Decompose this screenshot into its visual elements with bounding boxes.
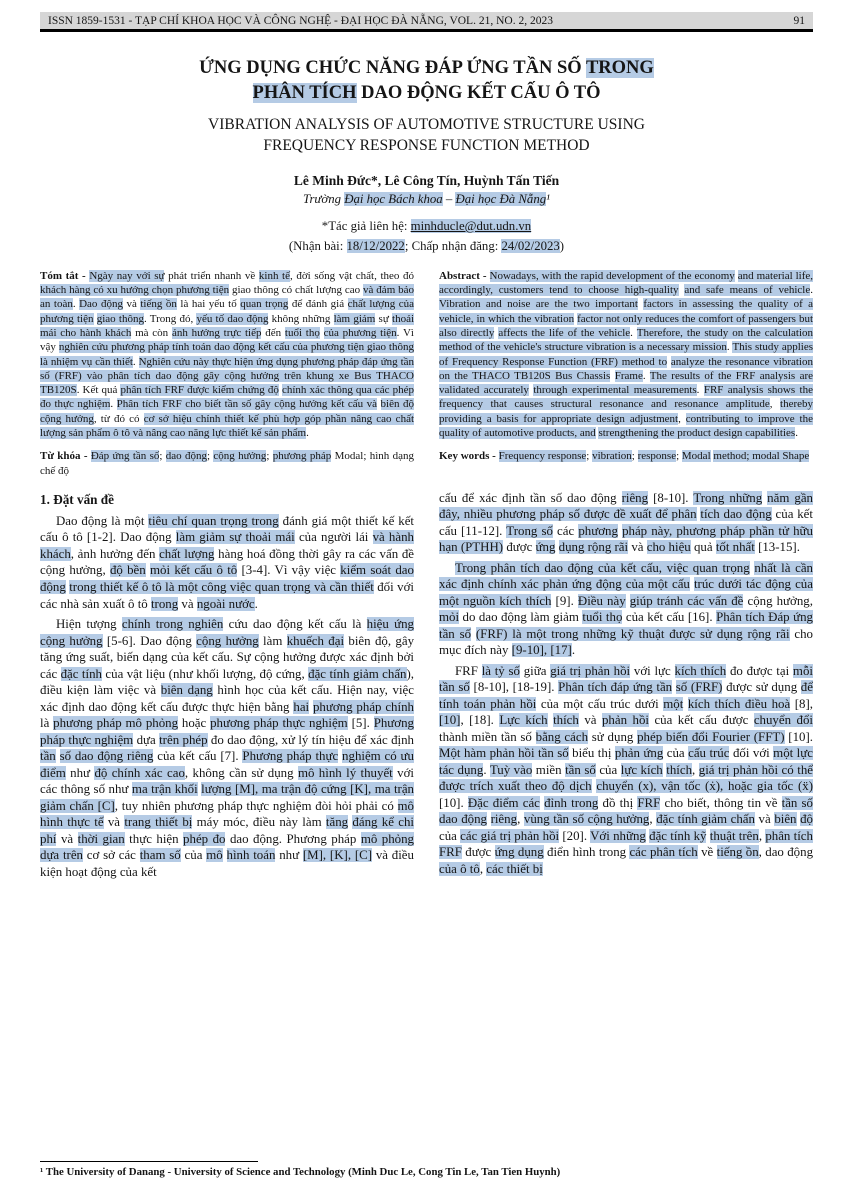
title-english-line-1: VIBRATION ANALYSIS OF AUTOMOTIVE STRUCTURE USING — [208, 115, 645, 133]
abstract-en-label: Abstract - — [439, 269, 487, 282]
right-column — [439, 269, 813, 881]
keywords-en-text: Frequency response; vibration; response; Modal method; modal Shape — [498, 450, 810, 463]
keywords-english — [439, 449, 813, 463]
abstract-english — [439, 269, 813, 441]
journal-issn-line: ISSN 1859-1531 - TẠP CHÍ KHOA HỌC VÀ CÔNG NGHỆ - ĐẠI HỌC ĐÀ NẴNG, VOL. 21, NO. 2, 2023 — [48, 15, 553, 27]
footnote — [40, 1161, 813, 1178]
title-vietnamese-line-1: ỨNG DỤNG CHỨC NĂNG ĐÁP ỨNG TẦN SỐ TRONG — [199, 58, 654, 78]
page-header — [40, 12, 813, 32]
title-english-line-2: FREQUENCY RESPONSE FUNCTION METHOD — [263, 136, 590, 154]
footnote-text: ¹ The University of Danang - University of Science and Technology (Minh Duc Le, Cong Tin Le, Tan Tien Huynh) — [40, 1166, 561, 1178]
keywords-vi-text: Đáp ứng tần số; dao động; cộng hưởng; phương pháp Modal; hình dạng chế độ — [40, 450, 414, 477]
abstract-vietnamese — [40, 269, 414, 441]
abstract-en-text: Nowadays, with the rapid development of the economy and material life, accordingly, customers tend to choose high-quality and safe means of vehicle. Vibration and noise are the two important factors in assessing the quality of a vehicle, in which the vibration factor not only reduces the comfort of passengers but also directly affects the life of the vehicle. Therefore, the study on the calculation method of the vehicle's structure vibration is a necessary mission. This study applies of Frequency Response Function (FRF) method to analyze the resonance vibration on the THACO TB120S Bus Chassis Frame. The results of the FRF analysis are validated accurately through experimental measurements. FRF analysis shows the frequency that causes structural resonance and resonance amplitude, thereby providing a basis for appropriate design adjustment, contributing to improve the quality of automotive products, and strengthening the product design capabilities. — [439, 269, 814, 440]
page-number: 91 — [793, 15, 805, 27]
paragraph: cấu để xác định tần số dao động riêng [8-10]. Trong những năm gần đây, nhiều phương pháp số được đề xuất để phân tích dao động của kết cấu [11-12]. Trong số các phương pháp này, phương pháp phần tử hữu hạn (PTHH) được ứng dụng rộng rãi và cho hiệu quả tốt nhất [13-15]. — [439, 490, 813, 555]
title-vietnamese — [40, 56, 813, 106]
section-1-heading: 1. Đặt vấn đề — [40, 491, 114, 507]
keywords-vietnamese — [40, 449, 414, 478]
keywords-en-label: Key words - — [439, 450, 496, 463]
left-column — [40, 269, 414, 881]
paragraph: Trong phân tích dao động của kết cấu, việc quan trọng nhất là cần xác định chính xác phản ứng động của một cấu trúc dưới tác động của một nguồn kích thích [9]. Điều này giúp tránh các vấn đề cộng hưởng, mỏi do dao động làm giảm tuổi thọ của kết cấu [16]. Phân tích Đáp ứng tần số (FRF) là một trong những kỹ thuật được sử dụng rộng rãi cho mục đích này [9-10], [17]. — [439, 560, 813, 658]
authors-line: Lê Minh Đức*, Lê Công Tín, Huỳnh Tấn Tiến — [293, 172, 560, 188]
dates-line: (Nhận bài: 18/12/2022; Chấp nhận đăng: 24/02/2023) — [288, 238, 565, 253]
contact-line — [40, 219, 813, 234]
affiliation-line: Trường Đại học Bách khoa – Đại học Đà Nẵng¹ — [303, 191, 550, 206]
paragraph: Dao động là một tiêu chí quan trọng trong đánh giá một thiết kế kết cấu ô tô [1-2]. Dao động làm giảm sự thoải mái của người lái và hành khách, ảnh hưởng đến chất lượng hàng hoá đồng thời gây ra các vấn đề cộng hưởng, độ bền mỏi kết cấu ô tô [3-4]. Vì vậy việc kiểm soát dao động trong thiết kế ô tô là một công việc quan trọng và cần thiết đối với các nhà sản xuất ô tô trong và ngoài nước. — [40, 513, 414, 611]
title-english — [40, 115, 813, 157]
paragraph: Hiện tượng chính trong nghiên cứu dao động kết cấu là hiệu ứng cộng hưởng [5-6]. Dao động cộng hưởng làm khuếch đại biên độ, gây tăng ứng suất, biến dạng của kết cấu. Sự cộng hưởng được xác định bởi các đặc tính của vật liệu (như khối lượng, độ cứng, đặc tính giảm chấn), điều kiện làm việc và biên dạng hình học của kết cấu. Hiện nay, việc xác định dao động kết cấu được thực hiện bằng hai phương pháp chính là phương pháp mô phỏng hoặc phương pháp thực nghiệm [5]. Phương pháp thực nghiệm dựa trên phép đo dao động, xử lý tín hiệu để xác định tần số dao động riêng của kết cấu [7]. Phương pháp thực nghiệm có ưu điểm như độ chính xác cao, không cần sử dụng mô hình lý thuyết với các thông số như ma trận khối lượng [M], ma trận độ cứng [K], ma trận giảm chấn [C], tuy nhiên phương pháp thực nghiệm đòi hỏi phải có mô hình thực tế và trang thiết bị máy móc, điều này làm tăng đáng kể chi phí và thời gian thực hiện phép đo dao động. Phương pháp mô phỏng dựa trên cơ sở các tham số của mô hình toán như [M], [K], [C] và điều kiện hoạt động của kết — [40, 617, 415, 879]
paragraph: FRF là tỷ số giữa giá trị phản hồi với lực kích thích đo được tại mỗi tần số [8-10], [18-19]. Phân tích đáp ứng tần số (FRF) được sử dụng để tính toán phản hồi của một cấu trúc dưới một kích thích điều hoà [8], [10], [18]. Lực kích thích và phản hồi của kết cấu được chuyển đổi thành miền tần số bằng cách sử dụng phép biến đổi Fourier (FFT) [10]. Một hàm phản hồi tần số biểu thị phản ứng của cấu trúc đối với một lực tác dụng. Tuỳ vào miền tần số của lực kích thích, giá trị phản hồi có thể được trích xuất theo độ dịch chuyển (x), vận tốc (ẋ), hoặc gia tốc (ẍ) [10]. Đặc điểm các đỉnh trong đồ thị FRF cho biết, thông tin về tần số dao động riêng, vùng tần số cộng hưởng, đặc tính giảm chấn và biên độ của các giá trị phản hồi [20]. Với những đặc tính kỹ thuật trên, phân tích FRF được ứng dụng điển hình trong các phân tích về tiếng ồn, dao động của ô tô, các thiết bị — [439, 663, 814, 876]
keywords-vi-label: Từ khóa - — [40, 450, 88, 463]
abstract-vi-label: Tóm tắt - — [40, 269, 86, 282]
footnote-rule — [40, 1161, 258, 1162]
contact-email-link[interactable]: minhducle@dut.udn.vn — [410, 218, 532, 233]
two-column-body — [40, 269, 813, 881]
title-vietnamese-line-2: PHÂN TÍCH DAO ĐỘNG KẾT CẤU Ô TÔ — [252, 82, 601, 103]
abstract-vi-text: Ngày nay với sự phát triển nhanh về kinh tế, đời sống vật chất, theo đó khách hàng có xu hướng chọn phương tiện giao thông có chất lượng cao và đảm bảo an toàn. Dao động và tiếng ồn là hai yếu tố quan trọng để đánh giá chất lượng của phương tiện giao thông. Trong đó, yếu tố dao động không những làm giảm sự thoải mái cho hành khách mà còn ảnh hưởng trực tiếp đến tuổi thọ của phương tiện. Vì vậy nghiên cứu phương pháp tính toán dao động kết cấu của phương tiện giao thông là nhiệm vụ cần thiết. Nghiên cứu này thực hiện ứng dụng phương pháp đáp ứng tần số (FRF) vào phân tích dao động gây cộng hưởng trên khung xe Bus THACO TB120S. Kết quả phân tích FRF được kiểm chứng độ chính xác thông qua các phép đo thực nghiệm. Phân tích FRF cho biết tần số gây cộng hưởng kết cấu và biên độ cộng hưởng, từ đó có cơ sở hiệu chỉnh thiết kế phù hợp góp phần nâng cao chất lượng sản phẩm ô tô và nâng cao năng lực thiết kế sản phẩm. — [40, 269, 415, 440]
contact-label: *Tác giả liên hệ: — [321, 218, 411, 233]
